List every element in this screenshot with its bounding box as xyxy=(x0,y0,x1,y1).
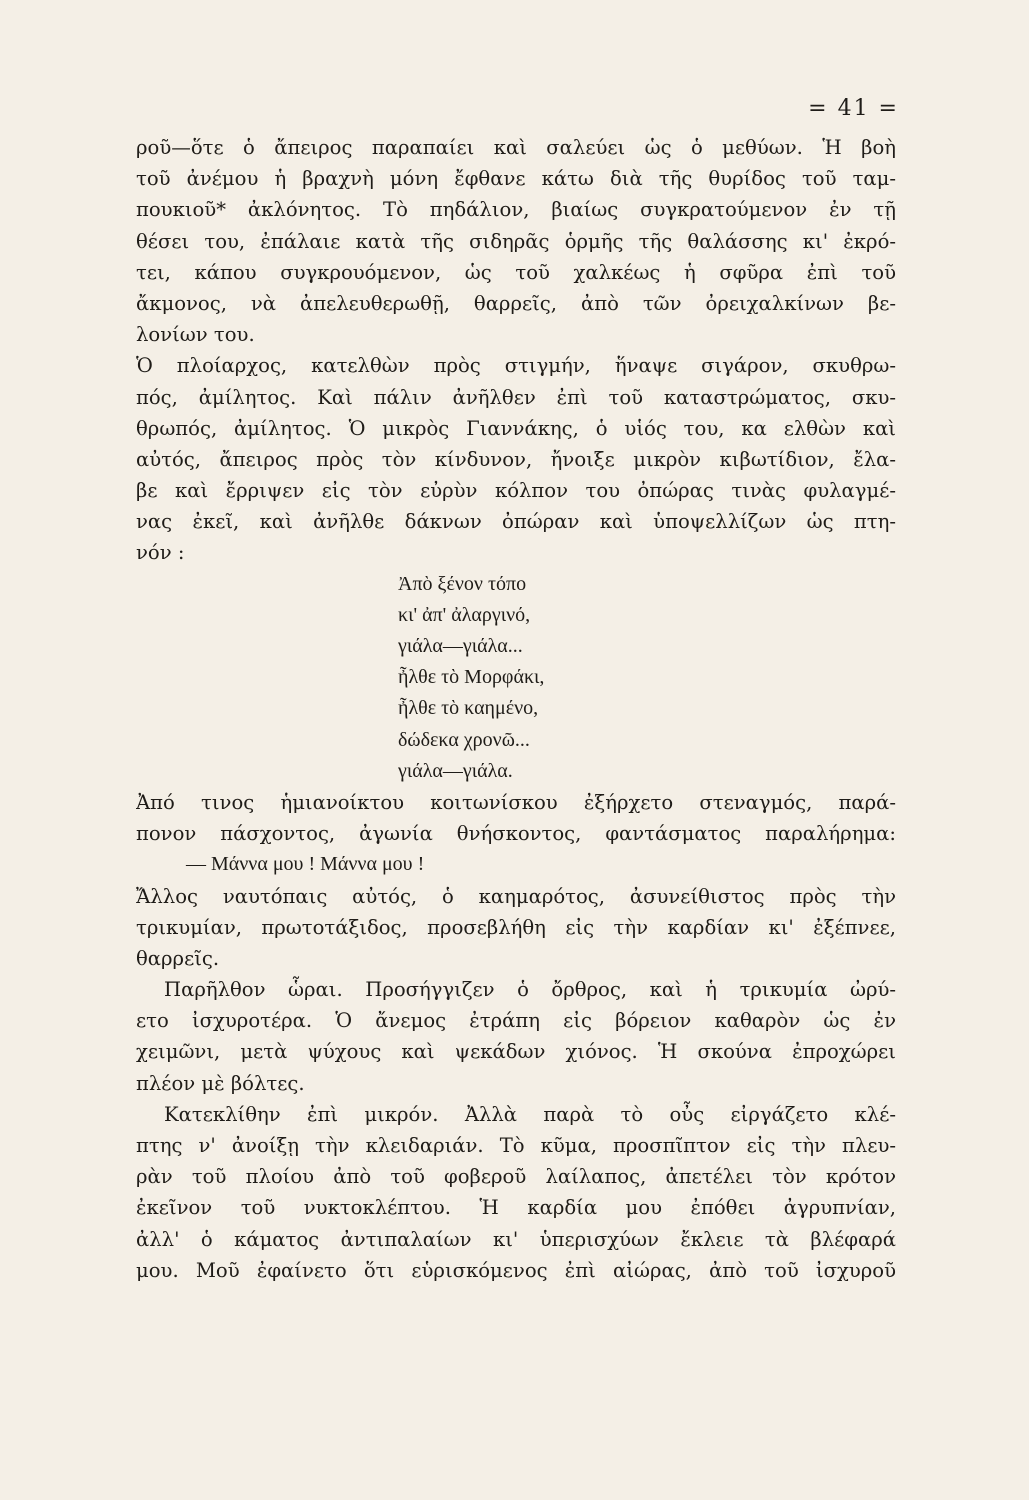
text-line: θέσει του, ἐπάλαιε κατὰ τῆς σιδηρᾶς ὁρμῆς τῆς θαλάσσης κι' ἐκρό- xyxy=(136,229,896,253)
text-line: χειμῶνι, μετὰ ψύχους καὶ ψεκάδων χιόνος. Ἡ σκούνα ἐπροχώρει xyxy=(136,1040,896,1064)
poem-line: κι' ἀπ' ἀλαργινό, xyxy=(398,603,531,626)
poem-line: δώδεκα χρονῶ... xyxy=(398,728,530,751)
text-line: πονον πάσχοντος, ἀγωνία θνήσκοντος, φαντάσματος παραλήρημα: xyxy=(136,822,896,846)
text-line: βε καὶ ἔρριψεν εἰς τὸν εὐρὺν κόλπον του ὀπώρας τινὰς φυλαγμέ- xyxy=(136,479,896,503)
text-line: λονίων του. xyxy=(136,323,255,347)
text-line: νας ἐκεῖ, καὶ ἀνῆλθε δάκνων ὀπώραν καὶ ὑποψελλίζων ὡς πτη- xyxy=(136,510,896,534)
text-line: ετο ἰσχυροτέρα. Ὁ ἄνεμος ἐτράπη εἰς βόρειον καθαρὸν ὡς ἐν xyxy=(136,1009,896,1033)
text-line: ροῦ—ὅτε ὁ ἄπειρος παραπαίει καὶ σαλεύει ὡς ὁ μεθύων. Ἡ βοὴ xyxy=(136,136,896,159)
text-line: νόν : xyxy=(136,541,185,565)
paragraph-5 xyxy=(136,974,896,1099)
text-line: Κατεκλίθην ἐπὶ μικρόν. Ἀλλὰ παρὰ τὸ οὖς εἰργάζετο κλέ- xyxy=(164,1102,896,1126)
text-line: πτης ν' ἀνοίξῃ τὴν κλειδαριάν. Τὸ κῦμα, προσπῖπτον εἰς τὴν πλευ- xyxy=(136,1134,896,1157)
exclamation-line: — Μάννα μου ! Μάννα μου ! xyxy=(186,853,425,876)
text-line: τρικυμίαν, πρωτοτάξιδος, προσεβλήθη εἰς τὴν καρδίαν κι' ἐξέπνεε, xyxy=(136,915,896,939)
text-line: ἄκμονος, νὰ ἀπελευθερωθῇ, θαρρεῖς, ἀπὸ τῶν ὀρειχαλκίνων βε- xyxy=(136,291,896,315)
text-line: ἐκεῖνον τοῦ νυκτοκλέπτου. Ἡ καρδία μου ἐπόθει ἀγρυπνίαν, xyxy=(136,1196,896,1220)
text-line: μου. Μοῦ ἐφαίνετο ὅτι εὑρισκόμενος ἐπὶ αἰώρας, ἀπὸ τοῦ ἰσχυροῦ xyxy=(136,1258,896,1282)
text-line: τει, κάπου συγκρουόμενον, ὡς τοῦ χαλκέως ἡ σφῦρα ἐπὶ τοῦ xyxy=(136,260,896,284)
text-line: Ἄλλος ναυτόπαις αὐτός, ὁ καημαρότος, ἀσυνείθιστος πρὸς τὴν xyxy=(136,884,896,908)
poem-line: Ἀπὸ ξένον τόπο xyxy=(398,572,527,595)
poem-line: ἦλθε τὸ καημένο, xyxy=(398,697,539,720)
paragraph-2 xyxy=(136,350,896,568)
text-line: θαρρεῖς. xyxy=(136,946,220,970)
text-line: τοῦ ἀνέμου ἡ βραχνὴ μόνη ἔφθανε κάτω διὰ τῆς θυρίδος τοῦ ταμ- xyxy=(136,167,896,191)
body-text xyxy=(136,132,896,1286)
text-line: πός, ἀμίλητος. Καὶ πάλιν ἀνῆλθεν ἐπὶ τοῦ καταστρώματος, σκυ- xyxy=(136,385,896,409)
paragraph-1 xyxy=(136,132,896,350)
page-number: = 41 = xyxy=(808,96,899,121)
text-line: πουκιοῦ* ἀκλόνητος. Τὸ πηδάλιον, βιαίως συγκρατούμενον ἐν τῇ xyxy=(136,198,896,222)
poem-line: γιάλα—γιάλα... xyxy=(398,635,523,657)
text-line: πλέον μὲ βόλτες. xyxy=(136,1071,305,1095)
text-line: Ὁ πλοίαρχος, κατελθὼν πρὸς στιγμήν, ἥναψε σιγάρον, σκυθρω- xyxy=(136,354,896,378)
paragraph-4 xyxy=(136,881,896,975)
poem-line: ἦλθε τὸ Μορφάκι, xyxy=(398,666,545,689)
paragraph-3 xyxy=(136,787,896,849)
poem-line: γιάλα—γιάλα. xyxy=(398,759,513,782)
text-line: Ἀπό τινος ἡμιανοίκτου κοιτωνίσκου ἐξήρχετο στεναγμός, παρά- xyxy=(136,790,896,814)
text-line: Παρῆλθον ὧραι. Προσήγγιζεν ὁ ὄρθρος, καὶ ἡ τρικυμία ὠρύ- xyxy=(164,978,896,1002)
text-line: ἀλλ' ὁ κάματος ἀντιπαλαίων κι' ὑπερισχύων ἔκλειε τὰ βλέφαρά xyxy=(136,1227,896,1251)
text-line: ρὰν τοῦ πλοίου ἀπὸ τοῦ φοβεροῦ λαίλαπος, ἀπετέλει τὸν κρότον xyxy=(136,1165,896,1189)
text-line: θρωπός, ἀμίλητος. Ὁ μικρὸς Γιαννάκης, ὁ υἱός του, κα ελθὼν καὶ xyxy=(136,416,896,440)
text-line: αὐτός, ἄπειρος πρὸς τὸν κίνδυνον, ἤνοιξε μικρὸν κιβωτίδιον, ἔλα- xyxy=(136,447,896,471)
paragraph-6 xyxy=(136,1099,896,1286)
poem xyxy=(398,569,896,787)
